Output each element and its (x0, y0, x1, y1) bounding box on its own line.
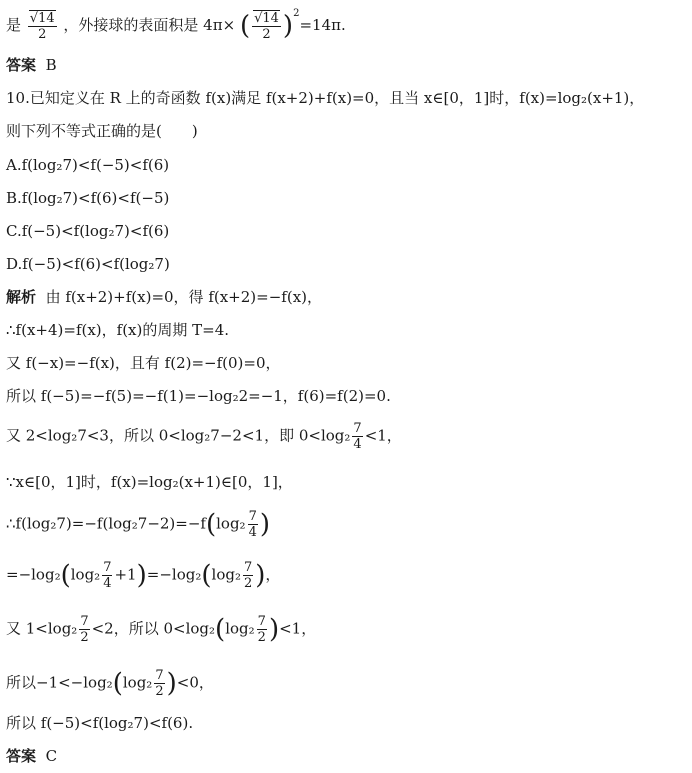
text-fragment: <1， (364, 426, 402, 445)
text-fragment: =−log₂ (146, 565, 202, 584)
option-a: A.f(log₂7)<f(−5)<f(6) (6, 156, 170, 174)
answer-value: B (45, 56, 57, 74)
numerator: 7 (243, 560, 253, 575)
text-fragment: =−log₂ (6, 565, 61, 584)
text-fragment: 又 1<log₂ (6, 619, 78, 638)
analysis-line: ∵x∈[0，1]时，f(x)=log₂(x+1)∈[0，1]， (6, 473, 293, 491)
option-d: D.f(−5)<f(6)<f(log₂7) (6, 255, 170, 273)
analysis-line (6, 422, 688, 451)
numerator: 7 (155, 668, 164, 683)
answer-line (6, 746, 688, 766)
numerator: 7 (80, 614, 89, 629)
denominator: 4 (353, 437, 362, 452)
numerator: 7 (257, 614, 266, 629)
fraction (257, 615, 267, 644)
question-stem: 则下列不等式正确的是( ) (6, 122, 198, 140)
fraction (154, 669, 164, 698)
fraction (102, 561, 112, 590)
question-stem: 10.已知定义在 R 上的奇函数 f(x)满足 f(x+2)+f(x)=0，且当 x∈[0，1]时，f(x)=log₂(x+1)， (6, 89, 645, 107)
analysis-line: 所以−1<−log₂(log₂ $\frac{7}{2}$ )<0， (6, 668, 214, 699)
denominator: 2 (262, 26, 271, 42)
text-fragment: <0， (176, 673, 214, 692)
text-fragment: 由 f(x+2)+f(x)=0，得 f(x+2)=−f(x)， (45, 288, 323, 306)
text-line: 是 $\frac{√14}{2}$ ，外接球的表面积是 4π× ( $\frac{√14}{2}$ )$^2$=14π. (6, 8, 346, 42)
text-fragment: 又 2<log₂7<3，所以 0<log₂7−2<1，即 0<log₂ (6, 426, 351, 445)
text-fragment: <2，所以 0<log₂ (91, 619, 216, 638)
analysis-line: 又 1<log₂ $\frac{7}{2}$ <2，所以 0<log₂(log₂ $\frac{7}{2}$ )<1， (6, 614, 317, 645)
denominator: 2 (38, 26, 47, 42)
fraction (243, 561, 253, 590)
sqrt-numerator: √14 (254, 10, 279, 26)
analysis-line: =−log₂(log₂ $\frac{7}{4}$ +1)=−log₂(log₂ $\frac{7}{2}$ )， (6, 560, 281, 591)
answer-label: 答案 (6, 747, 37, 765)
denominator: 2 (243, 576, 253, 591)
analysis-line: 所以 f(−5)=−f(5)=−f(1)=−log₂2=−1，f(6)=f(2)=0. (6, 387, 391, 405)
text-fragment: ∴f(log₂7)=−f(log₂7−2)=−f (6, 514, 206, 533)
text-fragment: 所以−1<−log₂ (6, 673, 113, 692)
analysis-line (6, 287, 688, 307)
denominator: 4 (103, 576, 112, 591)
numerator: 7 (103, 560, 112, 575)
text-fragment: log₂ (225, 619, 255, 638)
fraction (28, 12, 57, 41)
analysis-line: 又 f(−x)=−f(x)，且有 f(2)=−f(0)=0， (6, 354, 281, 372)
fraction (79, 615, 89, 644)
analysis-line: ∴f(x+4)=f(x)，f(x)的周期 T=4. (6, 321, 230, 339)
text-fragment: log₂ (211, 565, 241, 584)
answer-value: C (45, 747, 58, 765)
numerator: 7 (248, 509, 257, 524)
text-fragment: 是 (6, 16, 22, 34)
option-c: C.f(−5)<f(log₂7)<f(6) (6, 222, 170, 240)
fraction (248, 510, 258, 539)
denominator: 2 (155, 684, 164, 699)
fraction (252, 12, 281, 41)
exponent: 2 (293, 8, 300, 19)
analysis-line: 所以 f(−5)<f(log₂7)<f(6). (6, 714, 194, 732)
answer-line (6, 55, 688, 75)
analysis-label: 解析 (6, 288, 37, 306)
denominator: 2 (80, 630, 89, 645)
numerator: 7 (353, 421, 362, 436)
denominator: 2 (257, 630, 266, 645)
fraction (352, 422, 362, 451)
text-fragment: <1， (279, 619, 317, 638)
answer-label: 答案 (6, 56, 37, 74)
text-fragment: +1 (114, 565, 137, 584)
denominator: 4 (248, 525, 257, 540)
text-fragment: log₂ (216, 514, 246, 533)
text-fragment: =14π. (299, 16, 346, 34)
text-fragment: log₂ (122, 673, 153, 692)
analysis-line: ∴f(log₂7)=−f(log₂7−2)=−f(log₂ $\frac{7}{4}$ ) (6, 509, 271, 540)
text-fragment: ， (265, 565, 281, 584)
text-fragment: ，外接球的表面积是 4π× (63, 16, 236, 34)
sqrt-numerator: √14 (29, 10, 55, 26)
text-fragment: log₂ (70, 565, 101, 584)
option-b: B.f(log₂7)<f(6)<f(−5) (6, 189, 170, 207)
